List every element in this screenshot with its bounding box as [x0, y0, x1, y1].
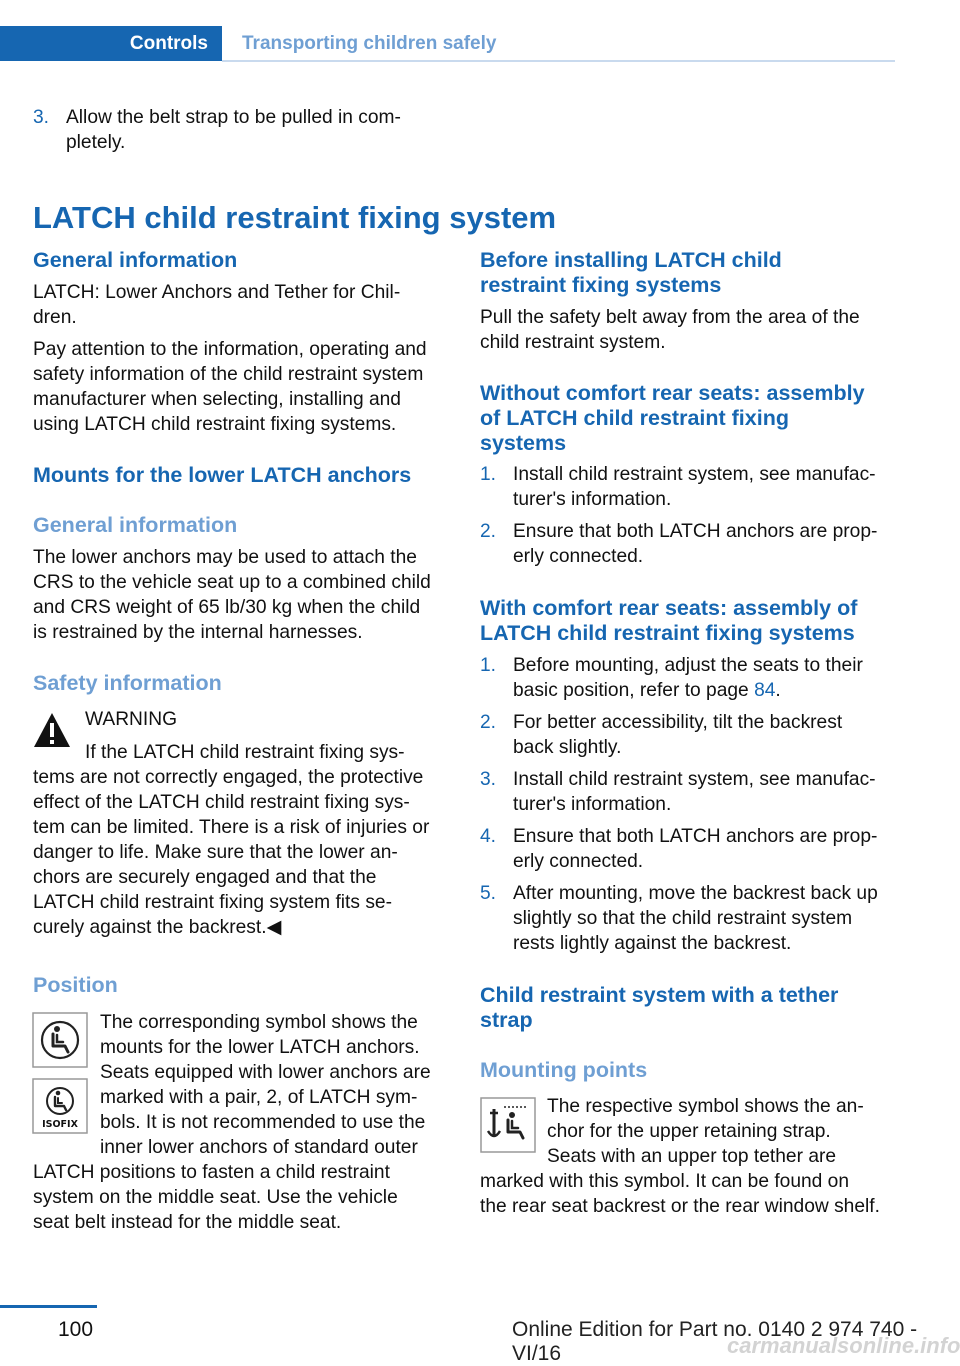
position-side-text: The corresponding symbol shows the mounts for the lower LATCH anchors. Seats equipped with lower anchors are marked with a pair, 2, of LATCH sym- bols. It is not recommended to use the inner lower anchors of standard outer [100, 1012, 431, 1158]
general-heading: General information [33, 248, 238, 272]
step-number: 3. [33, 107, 50, 128]
warning-first-line: If the LATCH child restraint fixing sys- [85, 742, 405, 763]
safety-heading: Safety information [33, 671, 222, 695]
edition-text: Online Edition for Part no. 0140 2 974 740 - VI/16 [512, 1318, 918, 1365]
without-step-number: 2. [480, 521, 497, 542]
header-divider [222, 60, 895, 62]
warning-icon [32, 710, 72, 750]
with-step-number: 3. [480, 769, 497, 790]
step-text: Allow the belt strap to be pulled in com- pletely. [66, 107, 401, 153]
with-step-text: Ensure that both LATCH anchors are prop- erly connected. [513, 826, 878, 872]
latch-definition: LATCH: Lower Anchors and Tether for Chil- dren. [33, 282, 401, 328]
before-text: Pull the safety belt away from the area of the child restraint system. [480, 307, 860, 353]
with-step-number: 4. [480, 826, 497, 847]
mounting-heading: Mounting points [480, 1058, 648, 1082]
with-step-text: For better accessibility, tilt the backrest back slightly. [513, 712, 843, 758]
with-step-text: After mounting, move the backrest back up slightly so that the child restraint system rests lightly against the backrest. [513, 883, 878, 954]
lower-anchors-text: The lower anchors may be used to attach the CRS to the vehicle seat up to a combined child and CRS weight of 65 lb/30 kg when the child is restrained by the internal harnesses. [33, 547, 431, 643]
before-heading: Before installing LATCH child restraint fixing systems [480, 248, 782, 297]
mounting-text: marked with this symbol. It can be found on the rear seat backrest or the rear window shelf. [480, 1171, 880, 1217]
topic-tab[interactable]: Transporting children safely [242, 33, 497, 54]
footer-divider [0, 1305, 97, 1308]
tether-heading: Child restraint system with a tether strap [480, 983, 839, 1032]
general-subheading: General information [33, 513, 238, 537]
warning-text: tems are not correctly engaged, the protective effect of the LATCH child restraint fixing sys- tem can be limited. There is a risk of injuries or danger to life. Make sure that the lower an- chors are securely engaged and that the LATCH child restraint fixing system fits se- curely against the backrest.◀ [33, 767, 430, 938]
without-step-text: Ensure that both LATCH anchors are prop- erly connected. [513, 521, 878, 567]
warning-label: WARNING [85, 709, 178, 730]
with-step-number: 5. [480, 883, 497, 904]
isofix-label: ISOFIX [42, 1119, 78, 1130]
with-step-number: 1. [480, 655, 497, 676]
with-heading: With comfort rear seats: assembly of LATCH child restraint fixing systems [480, 596, 858, 645]
tether-anchor-icon [480, 1097, 536, 1153]
section-tab[interactable]: Controls [0, 26, 222, 61]
position-text: LATCH positions to fasten a child restraint system on the middle seat. Use the vehicle seat belt instead for the middle seat. [33, 1162, 398, 1233]
with-step-text [513, 653, 863, 703]
with-step-text-end: . [775, 680, 781, 701]
without-step-number: 1. [480, 464, 497, 485]
page-number: 100 [58, 1318, 94, 1341]
page-title: LATCH child restraint fixing system [33, 200, 557, 235]
watermark: carmanualsonline.info [727, 1333, 960, 1358]
mounting-side-text: The respective symbol shows the an- chor for the upper retaining strap. Seats with an upper top tether are [547, 1096, 864, 1167]
latch-seat-icon [32, 1012, 88, 1068]
with-step-text: Install child restraint system, see manufac- turer's information. [513, 769, 876, 815]
without-step-text: Install child restraint system, see manufac- turer's information. [513, 464, 876, 510]
position-heading: Position [33, 973, 118, 997]
page-link[interactable]: 84 [754, 680, 776, 701]
with-step-number: 2. [480, 712, 497, 733]
page-header [0, 0, 895, 62]
pay-attention-text: Pay attention to the information, operating and safety information of the child restraint system manufacturer when selecting, installing and using LATCH child restraint fixing systems. [33, 339, 427, 435]
with-step-text-part: Before mounting, adjust the seats to their basic position, refer to page [513, 655, 863, 701]
mounts-heading: Mounts for the lower LATCH anchors [33, 463, 412, 487]
without-heading: Without comfort rear seats: assembly of LATCH child restraint fixing systems [480, 381, 865, 455]
